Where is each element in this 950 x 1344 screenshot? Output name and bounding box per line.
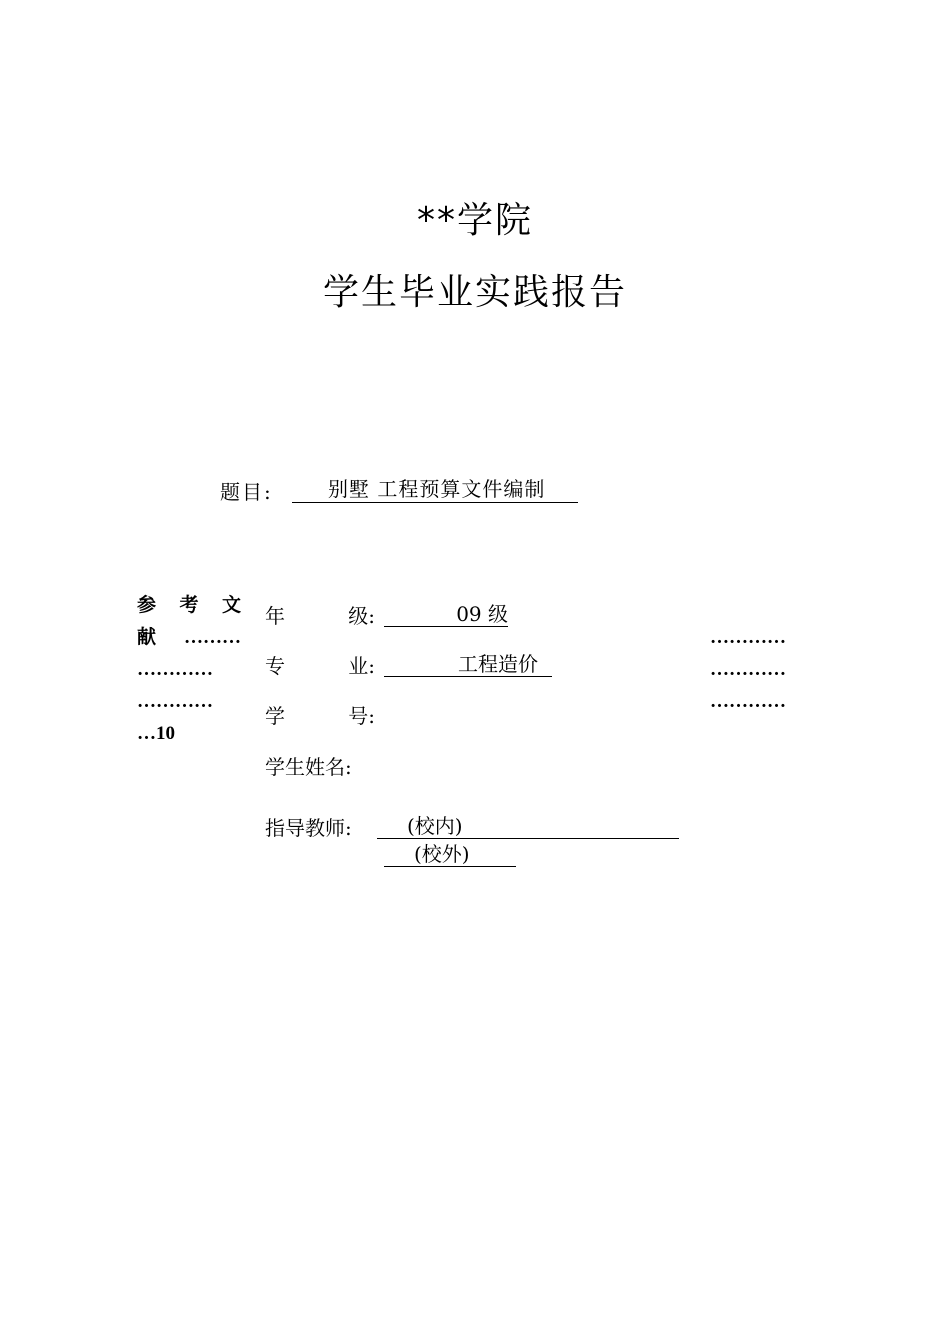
toc-line: ………… <box>710 627 786 648</box>
grade-label-b: 级: <box>348 604 375 628</box>
student-name-label-text: 学生姓名: <box>265 755 352 779</box>
college-name: **学院 <box>416 200 533 241</box>
major-label <box>265 650 375 679</box>
report-title: 学生毕业实践报告 <box>322 272 627 313</box>
toc-line: ………… <box>710 659 786 680</box>
advisor-external: (校外) <box>384 842 516 867</box>
toc-line: 参 考 文 <box>137 595 241 616</box>
toc-line: ………… <box>710 691 786 712</box>
toc-line: …10 <box>137 723 175 744</box>
major-label-a: 专 <box>265 654 285 678</box>
topic-label: 题目: <box>220 480 273 504</box>
toc-line: ………… <box>137 691 213 712</box>
major-label-b: 业: <box>348 654 375 678</box>
toc-line: 献……… <box>137 627 241 648</box>
student-id-label-b: 号: <box>348 704 375 728</box>
grade-label-a: 年 <box>265 604 285 628</box>
advisor-internal: (校内) <box>377 814 679 839</box>
major-value: 工程造价 <box>384 652 552 677</box>
grade-label <box>265 600 375 629</box>
advisor-label-text: 指导教师: <box>265 816 352 840</box>
topic-value: 别墅 工程预算文件编制 <box>292 476 578 503</box>
grade-value: 09 级 <box>384 602 508 627</box>
advisor-label <box>265 812 375 841</box>
student-id-label <box>265 700 375 729</box>
toc-line: ………… <box>137 659 213 680</box>
toc-fragment-right <box>710 622 814 718</box>
student-name-label <box>265 751 375 780</box>
toc-fragment-left <box>137 590 241 750</box>
student-id-label-a: 学 <box>265 704 285 728</box>
